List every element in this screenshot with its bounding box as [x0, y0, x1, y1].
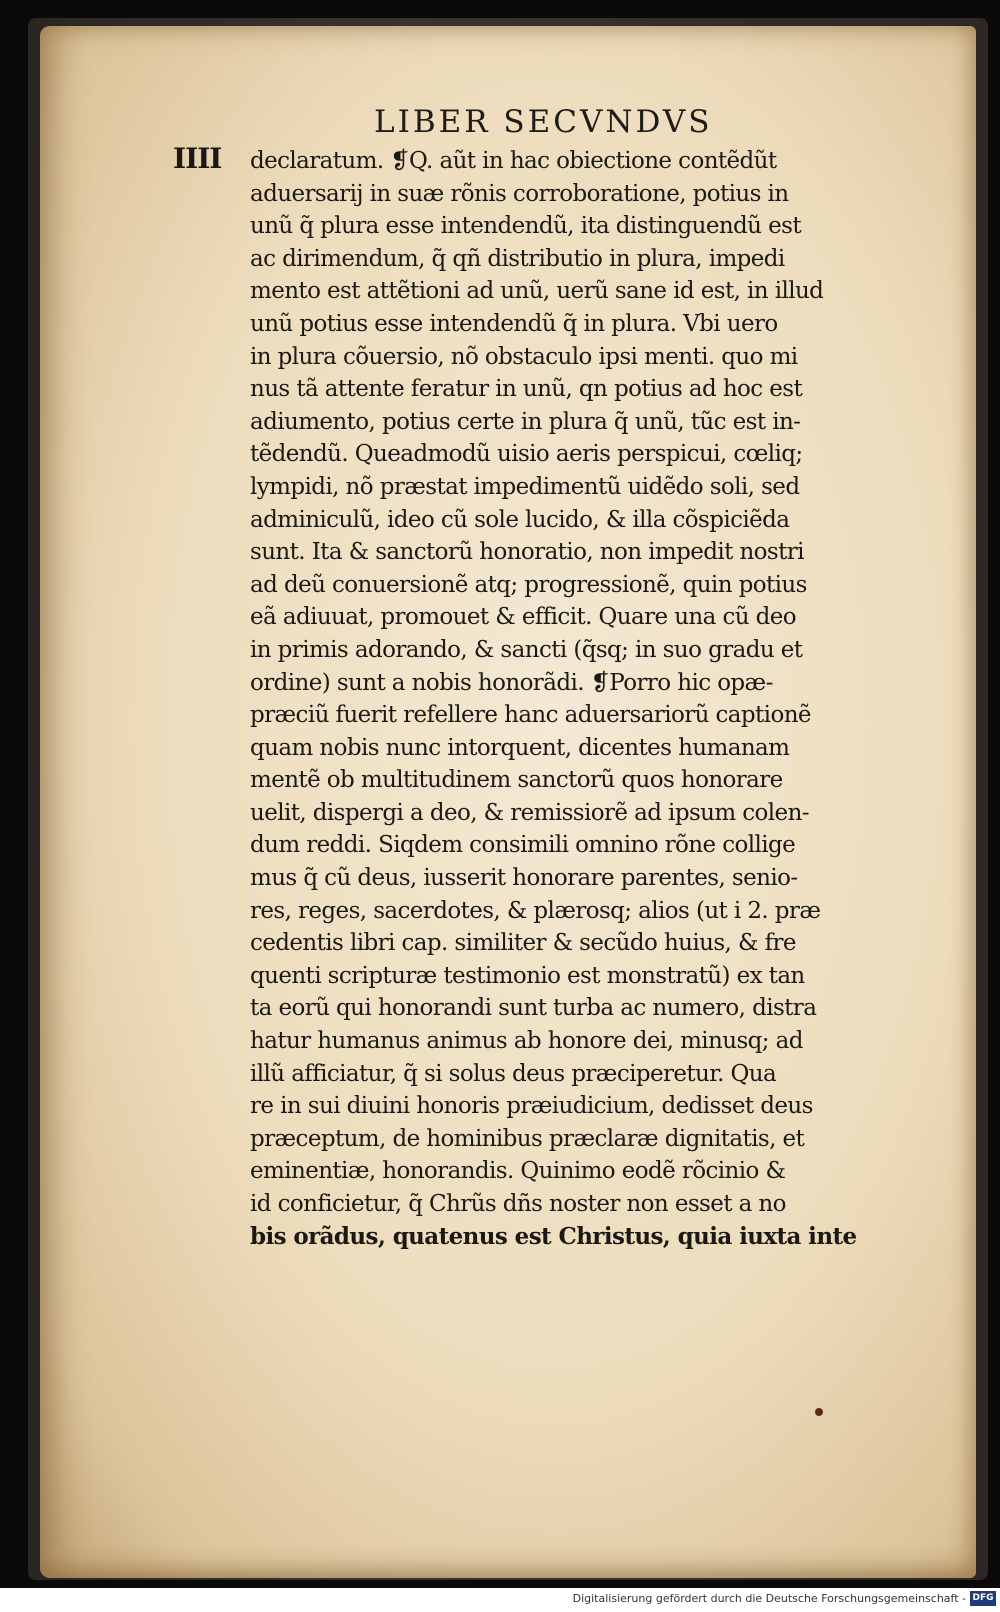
text-line: mentẽ ob multitudinem sanctorũ quos honorare — [250, 767, 783, 794]
text-line: adiumento, potius certe in plura q̃ unũ, tũc est in- — [250, 408, 801, 435]
text-line: ordine) sunt a nobis honorãdi. ❡Porro hic opæ- — [250, 669, 773, 696]
text-line: sunt. Ita & sanctorũ honoratio, non impedit nostri — [250, 539, 804, 566]
text-line: præceptum, de hominibus præclaræ dignitatis, et — [250, 1125, 805, 1152]
dfg-logo: DFG — [970, 1591, 996, 1606]
text-line: nus tã attente feratur in unũ, qn potius ad hoc est — [250, 376, 803, 403]
text-line: id conficietur, q̃ Chrũs dñs noster non esset a no — [250, 1191, 786, 1217]
text-block — [250, 145, 918, 1253]
text-line: unũ potius esse intendendũ q̃ in plura. Vbi uero — [250, 310, 778, 337]
text-line: ta eorũ qui honorandi sunt turba ac numero, distra — [250, 995, 817, 1022]
text-line: bis orãdus, quatenus est Christus, quia iuxta inte — [250, 1222, 857, 1250]
text-line: ac dirimendum, q̃ qñ distributio in plura, impedi — [250, 245, 785, 272]
ink-spot — [815, 1408, 823, 1416]
text-line: res, reges, sacerdotes, & plærosq; alios (ut i 2. præ — [250, 897, 821, 924]
footer-bar — [0, 1588, 1000, 1612]
text-line: adminiculũ, ideo cũ sole lucido, & illa cõspiciẽda — [250, 506, 790, 533]
text-line: in primis adorando, & sancti (q̃sq; in suo gradu et — [250, 636, 803, 663]
text-line: re in sui diuini honoris præiudicium, dedisset deus — [250, 1093, 813, 1120]
text-line: dum reddi. Siqdem consimili omnino rõne collige — [250, 832, 796, 859]
running-head: LIBER SECVNDVS — [374, 104, 713, 140]
text-line: præciũ fuerit refellere hanc aduersariorũ captionẽ — [250, 702, 811, 729]
text-line: eminentiæ, honorandis. Quinimo eodẽ rõcinio & — [250, 1158, 786, 1185]
text-line: illũ afficiatur, q̃ si solus deus præciperetur. Qua — [250, 1060, 777, 1087]
text-line: lympidi, nõ præstat impedimentũ uidẽdo soli, sed — [250, 473, 800, 500]
text-line: in plura cõuersio, nõ obstaculo ipsi menti. quo mi — [250, 343, 798, 370]
text-line: tẽdendũ. Queadmodũ uisio aeris perspicui, cœliq; — [250, 441, 803, 468]
text-line: declaratum. ❡Q. aũt in hac obiectione contẽdũt — [250, 148, 777, 174]
text-line: uelit, dispergi a deo, & remissiorẽ ad ipsum colen- — [250, 799, 809, 826]
folio-number: IIII — [173, 142, 222, 175]
text-line: mento est attẽtioni ad unũ, uerũ sane id est, in illud — [250, 278, 824, 305]
funding-notice: Digitalisierung gefördert durch die Deutsche Forschungsgemeinschaft - — [572, 1592, 966, 1605]
text-line: quam nobis nunc intorquent, dicentes humanam — [250, 734, 790, 761]
text-line: eã adiuuat, promouet & efficit. Quare una cũ deo — [250, 604, 797, 631]
text-line: unũ q̃ plura esse intendendũ, ita distinguendũ est — [250, 213, 801, 240]
text-line: mus q̃ cũ deus, iusserit honorare parentes, senio- — [250, 865, 798, 892]
text-line: cedentis libri cap. similiter & secũdo huius, & fre — [250, 930, 796, 957]
text-line: aduersarij in suæ rõnis corroboratione, potius in — [250, 180, 789, 207]
text-line: ad deũ conuersionẽ atq; progressionẽ, quin potius — [250, 571, 807, 598]
text-line: quenti scripturæ testimonio est monstratũ) ex tan — [250, 962, 805, 989]
text-line: hatur humanus animus ab honore dei, minusq; ad — [250, 1028, 803, 1055]
